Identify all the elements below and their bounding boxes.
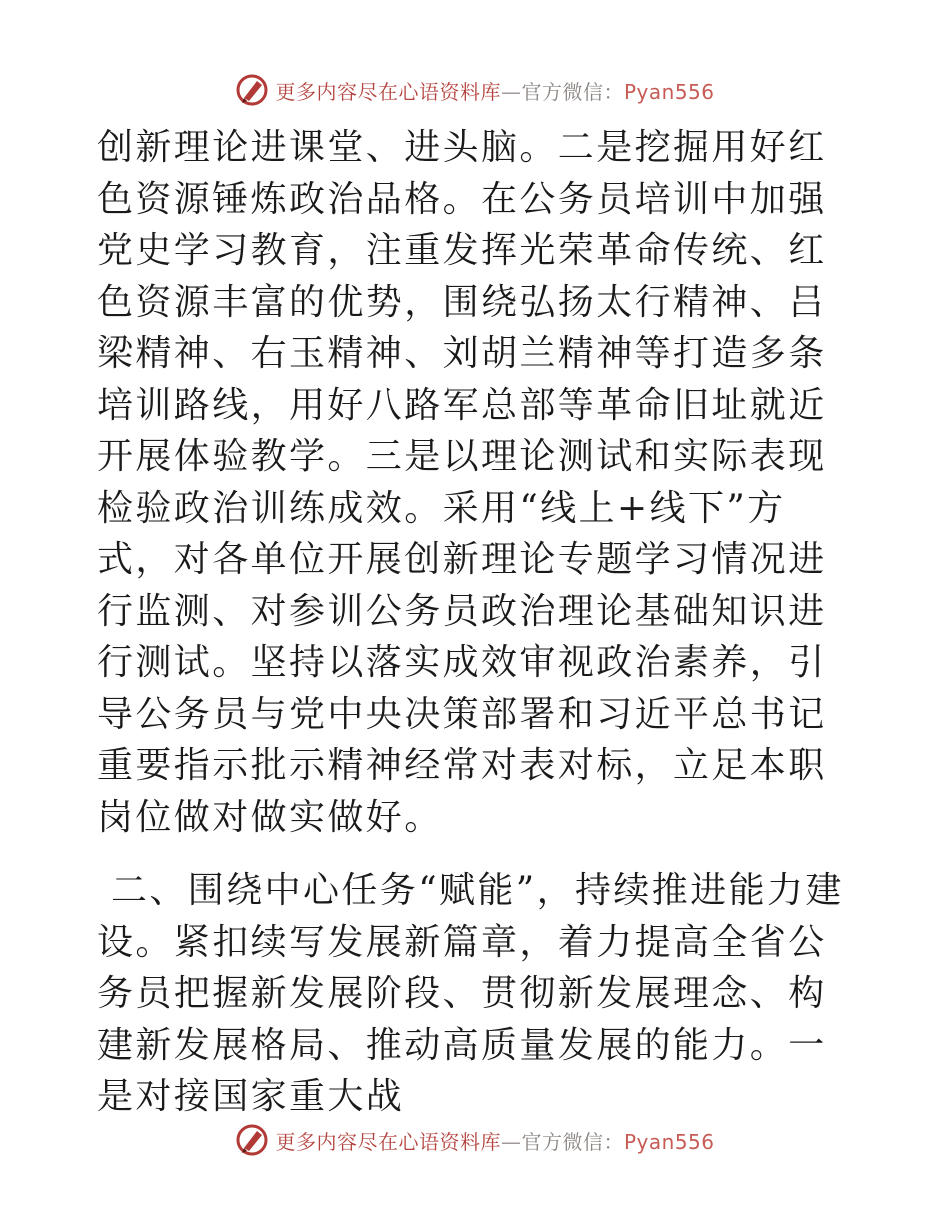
watermark-text xyxy=(275,1126,714,1155)
pen-logo-icon xyxy=(235,1123,269,1157)
watermark-account: Pyan556 xyxy=(623,79,715,104)
watermark-title: 更多内容尽在心语资料库 xyxy=(275,1129,501,1154)
watermark-header xyxy=(0,70,950,110)
watermark-label: 官方微信： xyxy=(521,79,624,104)
watermark-title: 更多内容尽在心语资料库 xyxy=(275,79,501,104)
document-body xyxy=(97,122,857,1123)
paragraph-2: 二、围绕中心任务“赋能”，持续推进能力建设。紧扣续写发展新篇章，着力提高全省公务员把握新发展阶段、贯彻新发展理念、构建新发展格局、推动高质量发展的能力。一是对接国家重大战 xyxy=(97,870,844,1117)
watermark-label: 官方微信： xyxy=(521,1129,624,1154)
pen-logo-icon xyxy=(235,73,269,107)
paragraph-1: 创新理论进课堂、进头脑。二是挖掘用好红色资源锤炼政治品格。在公务员培训中加强党史学习教育，注重发挥光荣革命传统、红色资源丰富的优势，围绕弘扬太行精神、吕梁精神、右玉精神、刘胡兰精神等打造多条培训路线，用好八路军总部等革命旧址就近开展体验教学。三是以理论测试和实际表现检验政治训练成效。采用“线上+线下”方式，对各单位开展创新理论专题学习情况进行监测、对参训公务员政治理论基础知识进行测试。坚持以落实成效审视政治素养，引导公务员与党中央决策部署和习近平总书记重要指示批示精神经常对表对标，立足本职岗位做对做实做好。 xyxy=(97,127,827,838)
watermark-dash: — xyxy=(500,79,522,104)
watermark-account: Pyan556 xyxy=(623,1129,715,1154)
watermark-footer xyxy=(0,1120,950,1160)
watermark-dash: — xyxy=(500,1129,522,1154)
watermark-text xyxy=(275,76,714,105)
